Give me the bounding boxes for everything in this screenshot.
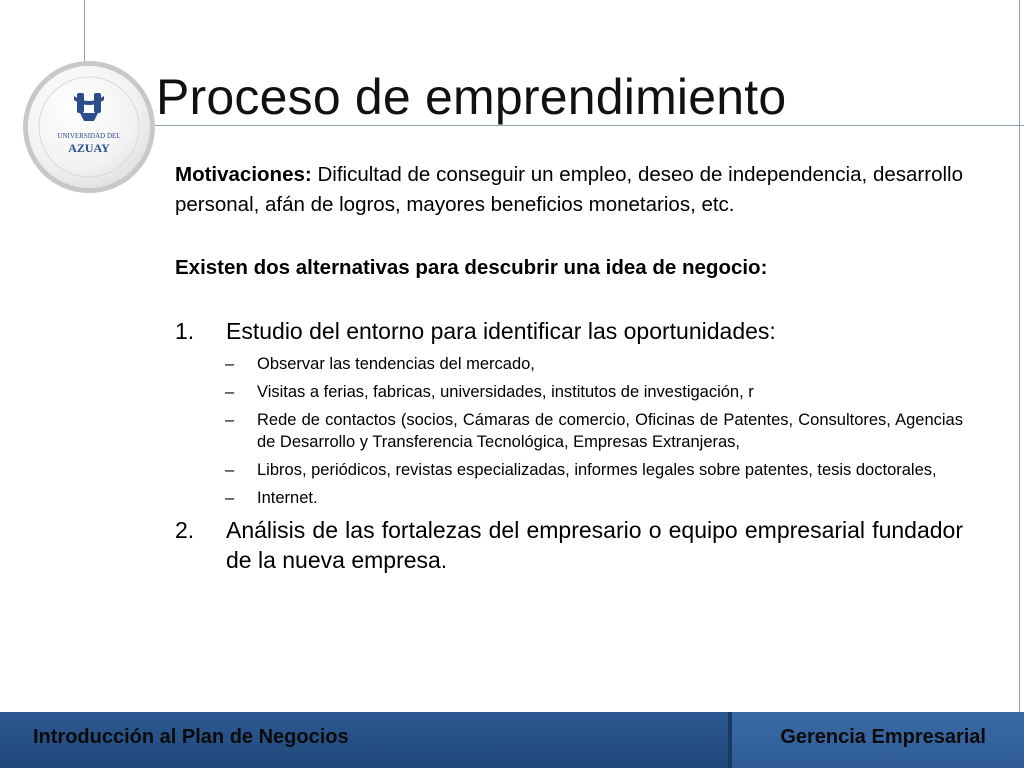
dash-bullet: – <box>225 383 235 401</box>
list-item-text: Observar las tendencias del mercado, <box>257 355 535 373</box>
slide-content <box>175 160 963 575</box>
footer-right-panel <box>732 712 1024 768</box>
dash-bullet: – <box>225 355 235 373</box>
list-item-text: Internet. <box>257 489 318 507</box>
list-item-text: Rede de contactos (socios, Cámaras de comercio, Oficinas de Patentes, Consultores, Agencias de Desarrollo y Transferencia Tecnológica, Empresas Extranjeras, <box>257 411 963 451</box>
footer-course-title: Introducción al Plan de Negocios <box>33 726 349 748</box>
logo-emblem-icon <box>28 66 150 188</box>
dash-bullet: – <box>225 489 235 507</box>
item-number: 2. <box>175 517 195 543</box>
footer-bar <box>0 712 1024 768</box>
logo-text-line1: UNIVERSIDAD DEL <box>57 132 121 140</box>
numbered-item-2 <box>175 515 963 575</box>
list-item-text: Visitas a ferias, fabricas, universidades, institutos de investigación, r <box>257 383 754 401</box>
list-item <box>175 409 963 453</box>
list-item <box>175 487 963 509</box>
motivaciones-paragraph <box>175 160 963 219</box>
dash-bullet: – <box>225 461 235 479</box>
numbered-item-1 <box>175 316 963 346</box>
dash-bullet: – <box>225 411 235 429</box>
list-item <box>175 459 963 481</box>
sub-list <box>175 353 963 509</box>
motivaciones-label: Motivaciones: <box>175 163 312 186</box>
list-item-text: Libros, periódicos, revistas especializadas, informes legales sobre patentes, tesis doctorales, <box>257 461 937 479</box>
list-item <box>175 381 963 403</box>
frame-right-line <box>1019 0 1020 712</box>
list-item <box>175 353 963 375</box>
item-number: 1. <box>175 318 195 344</box>
frame-vertical-line <box>84 0 85 70</box>
slide-title: Proceso de emprendimiento <box>156 69 787 125</box>
item-text: Análisis de las fortalezas del empresario o equipo empresarial fundador de la nueva empresa. <box>226 517 963 573</box>
university-logo <box>28 66 150 188</box>
alternatives-heading: Existen dos alternativas para descubrir una idea de negocio: <box>175 256 768 279</box>
logo-text-line2: AZUAY <box>68 141 110 155</box>
footer-subject: Gerencia Empresarial <box>780 726 986 748</box>
item-text: Estudio del entorno para identificar las oportunidades: <box>226 318 776 344</box>
motivaciones-text: Dificultad de conseguir un empleo, deseo de independencia, desarrollo personal, afán de logros, mayores beneficios monetarios, etc. <box>175 163 963 216</box>
footer-left-panel <box>0 712 728 768</box>
